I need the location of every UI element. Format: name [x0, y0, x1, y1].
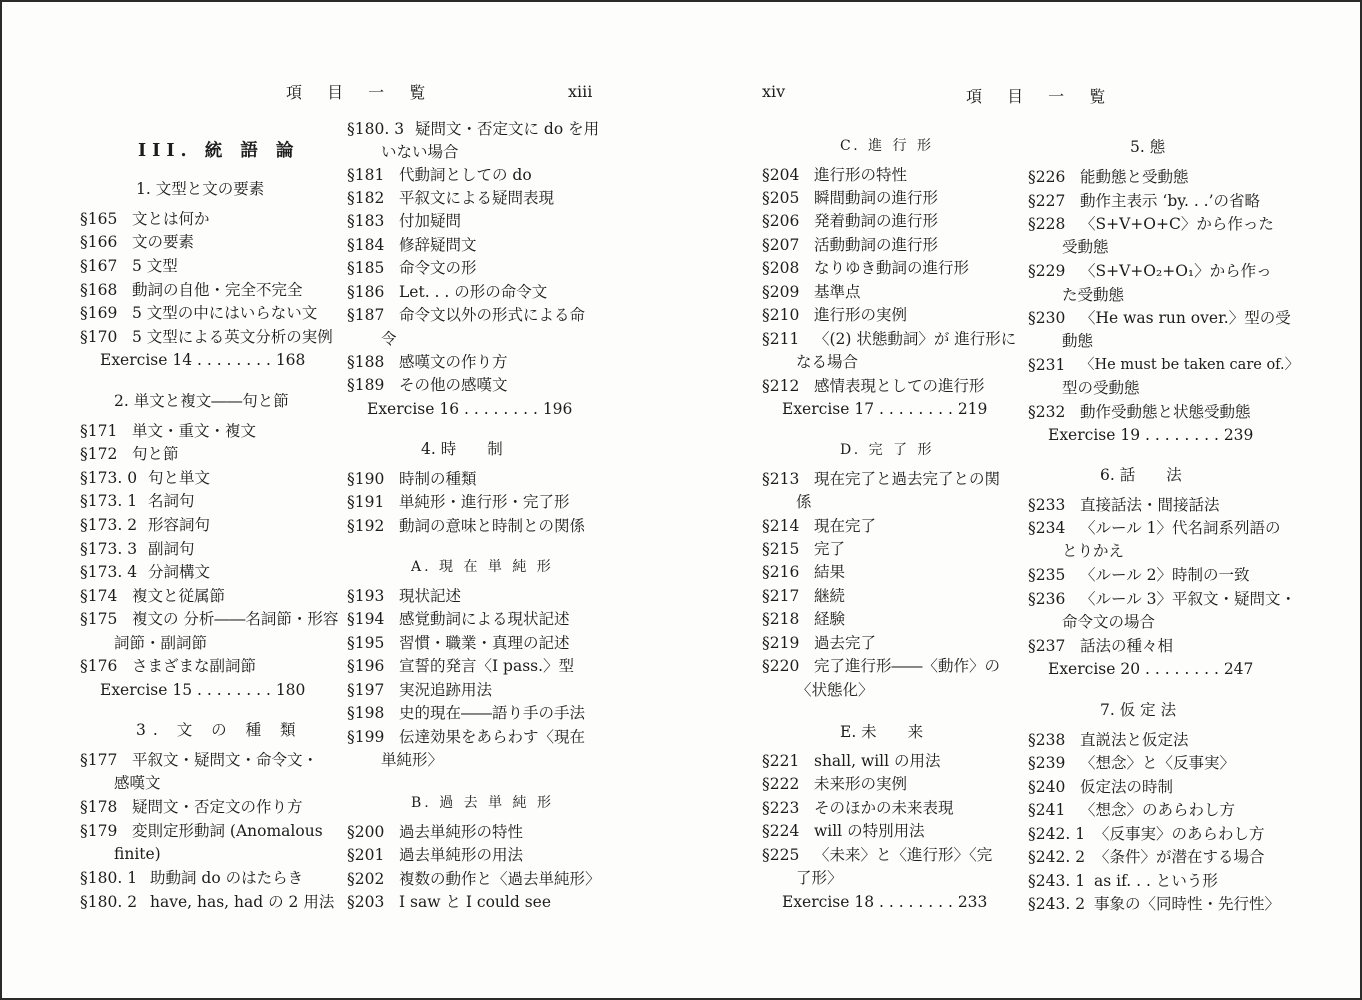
toc-entry-231-continued: 型の受動態 [1062, 379, 1140, 397]
toc-entry-236-continued: 命令文の場合 [1062, 613, 1156, 631]
exercise-line: Exercise 19 . . . . . . . . 239 [1048, 426, 1254, 444]
toc-entry-199-continued: 単純形〉 [381, 751, 444, 769]
exercise-line: Exercise 18 . . . . . . . . 233 [782, 893, 988, 911]
toc-entry-230-continued: 動態 [1062, 332, 1094, 350]
toc-entry-175-continued: 詞節・副詞節 [114, 634, 208, 652]
exercise-line: Exercise 14 . . . . . . . . 168 [100, 351, 306, 369]
toc-entry-180-3-continued: いない場合 [381, 143, 459, 161]
toc-entry-177-continued: 感嘆文 [114, 774, 161, 792]
exercise-line: Exercise 20 . . . . . . . . 247 [1048, 660, 1254, 678]
toc-entry-211-continued: なる場合 [796, 353, 859, 371]
toc-entry-220-continued: 〈状態化〉 [796, 681, 874, 699]
subsection-heading: B. 過 去 単 純 形 [411, 795, 554, 811]
exercise-line: Exercise 15 . . . . . . . . 180 [100, 681, 306, 699]
subsection-heading: E. 未 来 [840, 723, 924, 741]
section-heading: 7. 仮 定 法 [1100, 701, 1177, 719]
section-heading: 6. 話 法 [1100, 466, 1182, 484]
toc-entry-225-continued: 了形〉 [796, 869, 843, 887]
toc-entry-229-continued: た受動態 [1062, 286, 1125, 304]
running-title-right: 項 目 一 覧 [966, 87, 1116, 106]
section-heading: 1. 文型と文の要素 [136, 180, 265, 198]
page-number-left: xiii [568, 82, 593, 101]
subsection-heading: D. 完 了 形 [840, 442, 935, 458]
toc-entry-234-continued: とりかえ [1062, 542, 1125, 560]
toc-entry-213-continued: 係 [796, 493, 812, 511]
book-spread: 項 目 一 覧 xiii xiv 項 目 一 覧 III. 統 語 論 1. 文型と文の要素 §165 文とは何か §166 文の要素 §167 5 文型 §168 動詞の自他・完全不完全 §169 5 文型の中にはいらない文 §170 5 文型による英文分析の実例 Exercise 14 . . . . . . . . 168 2. 単文と複文――句と節 §171 単文・重文・複文 §172 句と節 §173. 0 句と単文 §173. 1 名詞句 §173. 2 形容詞句 §173. 3 副詞句 §173. 4 分詞構文 §174 複文と従属節 §175 複文の 分析――名詞節・形容 詞節・副詞節 §176 さまざまな副詞節 Exercise 15 . . . . . . . . 180 3. 文 の 種 類 §177 平叙文・疑問文・命令文・ 感嘆文 §178 疑問文・否定文の作り方 §179 変則定形動詞 (Anomalous finite) §180. 1 助動詞 do のはたらき §180. 2 have, has, had の 2 用法 §180. 3 疑問文・否定文に do を用 いない場合 §181 代動詞としての do §182 平叙文による疑問表現 §183 付加疑問 §184 修辞疑問文 §185 命令文の形 §186 Let. . . の形の命令文 §187 命令文以外の形式による命 令 §188 感嘆文の作り方 §189 その他の感嘆文 Exercise 16 . . . . . . . . 196 4. 時 制 §190 時制の種類 §191 単純形・進行形・完了形 §192 動詞の意味と時制との関係 A. 現 在 単 純 形 §193 現状記述 §194 感覚動詞による現状記述 §195 習慣・職業・真理の記述 §196 宣誓的発言〈I pass.〉型 §197 実況追跡用法 §198 史的現在――語り手の手法 §199 伝達効果をあらわす〈現在 単純形〉 B. 過 去 単 純 形 §200 過去単純形の特性 §201 過去単純形の用法 §202 複数の動作と〈過去単純形〉 §203 I saw と I could see C. 進 行 形 §204 進行形の特性 §205 瞬間動詞の進行形 §206 発着動詞の進行形 §207 活動動詞の進行形 §208 なりゆき動詞の進行形 §209 基準点 §210 進行形の実例 §211 〈(2) 状態動詞〉が 進行形に なる場合 §212 感情表現としての進行形 Exercise 17 . . . . . . . . 219 D. 完 了 形 §213 現在完了と過去完了との関 係 §214 現在完了 §215 完了 §216 結果 §217 継続 §218 経験 §219 過去完了 §220 完了進行形――〈動作〉の 〈状態化〉 E. 未 来 §221 shall, will の用法 §222 未来形の実例 §223 そのほかの未来表現 §224 will の特別用法 §225 〈未来〉と〈進行形〉〈完 了形〉 Exercise 18 . . . . . . . . 233 5. 態 §226 能動態と受動態 §227 動作主表示 ‘by. . .’の省略 §228 〈S+V+O+C〉から作った 受動態 §229 〈S+V+O₂+O₁〉から作っ た受動態 §230 〈He was run over.〉型の受 動態 §231 〈He must be taken care of.〉 型の受動態 §232 動作受動態と状態受動態 Exercise 19 . . . . . . . . 239 6. 話 法 §233 直接話法・間接話法 §234 〈ルール 1〉代名詞系列語の とりかえ §235 〈ルール 2〉時制の一致 §236 〈ルール 3〉平叙文・疑問文・ 命令文の場合 §237 話法の種々相 Exercise 20 . . . . . . . . 247 7. 仮 定 法 §238 直説法と仮定法 §239 〈想念〉と〈反事実〉 §240 仮定法の時制 §241 〈想念〉のあらわし方 §242. 1 〈反事実〉のあらわし方 §242. 2 〈条件〉が潜在する場合 §243. 1 as if. . . という形 §243. 2 事象の〈同時性・先行性〉 [0, 0, 1362, 1000]
toc-entry-228-continued: 受動態 [1062, 238, 1109, 256]
toc-entry-187-continued: 令 [381, 330, 397, 348]
section-heading: 5. 態 [1130, 138, 1166, 156]
toc-entry-179-continued: finite) [114, 845, 161, 863]
section-heading: 4. 時 制 [421, 440, 503, 458]
subsection-heading: A. 現 在 単 純 形 [411, 559, 554, 575]
running-title-left: 項 目 一 覧 [286, 83, 436, 102]
section-heading: 3. 文 の 種 類 [136, 721, 303, 739]
page-number-right: xiv [762, 82, 786, 101]
exercise-line: Exercise 16 . . . . . . . . 196 [367, 400, 573, 418]
section-heading: 2. 単文と複文――句と節 [114, 392, 289, 410]
subsection-heading: C. 進 行 形 [840, 138, 935, 154]
exercise-line: Exercise 17 . . . . . . . . 219 [782, 400, 988, 418]
part-title: III. 統 語 論 [138, 141, 300, 161]
